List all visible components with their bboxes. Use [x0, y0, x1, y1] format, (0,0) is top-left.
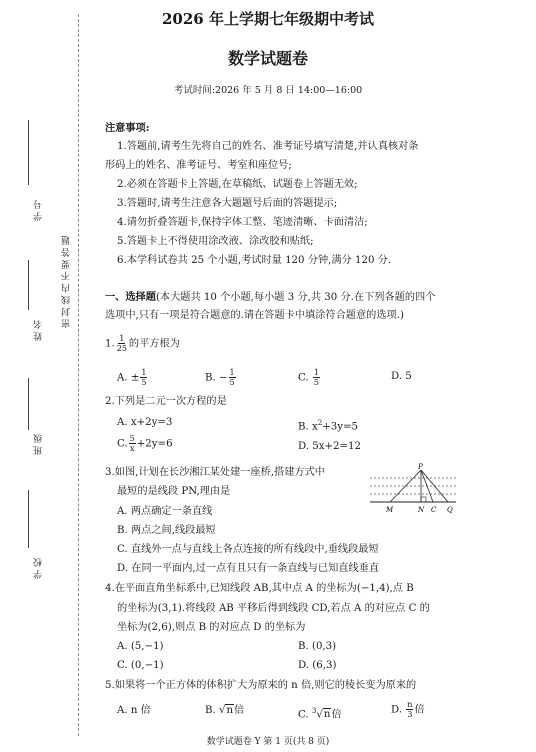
name-underline	[28, 260, 29, 310]
section-heading: 一、选择题	[105, 291, 156, 303]
label-c: C	[431, 506, 437, 514]
right-angle-mark	[421, 497, 426, 502]
notice-item: 1.答题前,请考生先将自己的姓名、准考证号填写清楚,并认真核对条	[117, 141, 419, 152]
bridge-diagram	[368, 460, 458, 516]
seal-line	[78, 14, 79, 736]
notice-item: 6.本学科试卷共 25 个小题,考试时量 120 分钟,满分 120 分.	[117, 255, 392, 266]
question-4-line2: 的坐标为(3,1).将线段 AB 平移后得到线段 CD,若点 A 的对应点 C 的	[117, 603, 430, 614]
q2-option-d: D. 5x+2=12	[298, 441, 362, 452]
question-5-stem: 5.如果将一个正方体的体积扩大为原来的 n 倍,则它的棱长变为原来的	[105, 680, 417, 691]
notice-heading: 注意事项:	[105, 122, 150, 134]
notice-item: 2.必须在答题卡上答题,在草稿纸、试题卷上答题无效;	[117, 179, 358, 190]
student-id-label: 学 号	[34, 200, 44, 221]
q4-option-b: B. (0,3)	[298, 641, 337, 652]
q4-option-a: A. (5,−1)	[117, 641, 164, 652]
q5-option-d: D. $\frac{n}{3}$ 倍	[391, 700, 425, 719]
q5-option-a: A. n 倍	[117, 705, 151, 716]
label-q: Q	[447, 506, 453, 514]
q5-option-c: C. $^3$√n倍	[298, 707, 342, 721]
class-label: 班 级	[34, 434, 44, 455]
school-underline	[28, 490, 29, 548]
school-label: 学 校	[34, 558, 44, 579]
section-desc: (本大题共 10 个小题,每小题 3 分,共 30 分.在下列各题的四个	[155, 292, 436, 303]
q5-option-b: B. √n倍	[205, 705, 245, 716]
q1-option-b: B. − $\frac{1}{5}$	[205, 368, 235, 387]
question-4-line1: 4.在平面直角坐标系中,已知线段 AB,其中点 A 的坐标为(−1,4),点 B	[105, 583, 414, 594]
q3-option-d: D. 在同一平面内,过一点有且只有一条直线与已知直线垂直	[117, 563, 380, 574]
notice-item: 4.请勿折叠答题卡,保持字体工整、笔迹清晰、卡面清洁;	[117, 217, 368, 228]
q1-frac-den: 25	[116, 344, 127, 353]
question-3-line1: 3.如图,计划在长沙湘江某处建一座桥,搭建方式中	[105, 467, 325, 478]
q1-number: 1.	[105, 338, 115, 350]
section-desc-line2: 选项中,只有一项是符合题意的.请在答题卡中填涂符合题意的选项.)	[105, 310, 404, 321]
section-heading-line	[105, 290, 435, 305]
q1-frac-num: 1	[119, 334, 125, 343]
q4-option-c: C. (0,−1)	[117, 660, 164, 671]
q1-option-a: A. ± $\frac{1}{5}$	[117, 368, 147, 387]
q2-option-b: B. $x^2+3y=5$	[298, 419, 358, 433]
page-footer: 数学试题卷 Y 第 1 页(共 8 页)	[206, 737, 330, 747]
question-4-line3: 坐标为(2,6),则点 B 的对应点 D 的坐标为	[117, 622, 306, 633]
q1-fraction	[116, 334, 128, 353]
q1-option-c: C. $\frac{1}{5}$	[298, 368, 320, 387]
exam-title: 2026 年上学期七年级期中考试	[162, 10, 374, 28]
name-label: 姓 名	[34, 320, 44, 341]
q3-option-a: A. 两点确定一条直线	[117, 506, 213, 517]
q3-option-c: C. 直线外一点与直线上各点连接的所有线段中,垂线段最短	[117, 544, 379, 555]
seal-text: 密 封 线 内 不 要 答 题	[62, 236, 72, 329]
question-2-stem: 2.下列是二元一次方程的是	[105, 396, 227, 407]
q3-option-b: B. 两点之间,线段最短	[117, 525, 216, 536]
label-n: N	[418, 506, 425, 514]
q1-suffix: 的平方根为	[128, 338, 180, 350]
q4-option-d: D. (6,3)	[298, 660, 337, 671]
q2-option-c: C. $\frac{5}{x}$ +2y=6	[117, 434, 173, 453]
paper-title: 数学试题卷	[227, 49, 308, 68]
student-id-underline	[28, 120, 29, 185]
q2-option-a: A. x+2y=3	[117, 417, 173, 428]
q1-option-d: D. 5	[391, 371, 412, 382]
question-3-line2: 最短的是线段 PN,理由是	[117, 486, 231, 497]
notice-item: 3.答题时,请考生注意各大题题号后面的答题提示;	[117, 198, 338, 209]
class-underline	[28, 378, 29, 430]
notice-item: 形码上的姓名、准考证号、考室和座位号;	[105, 160, 292, 171]
question-1-stem	[105, 334, 180, 353]
exam-time: 考试时间:2026 年 5 月 8 日 14:00—16:00	[173, 85, 363, 96]
label-p: P	[418, 463, 423, 471]
notice-item: 5.答题卡上不得使用涂改液、涂改胶和贴纸;	[117, 236, 314, 247]
label-m: M	[386, 506, 394, 514]
